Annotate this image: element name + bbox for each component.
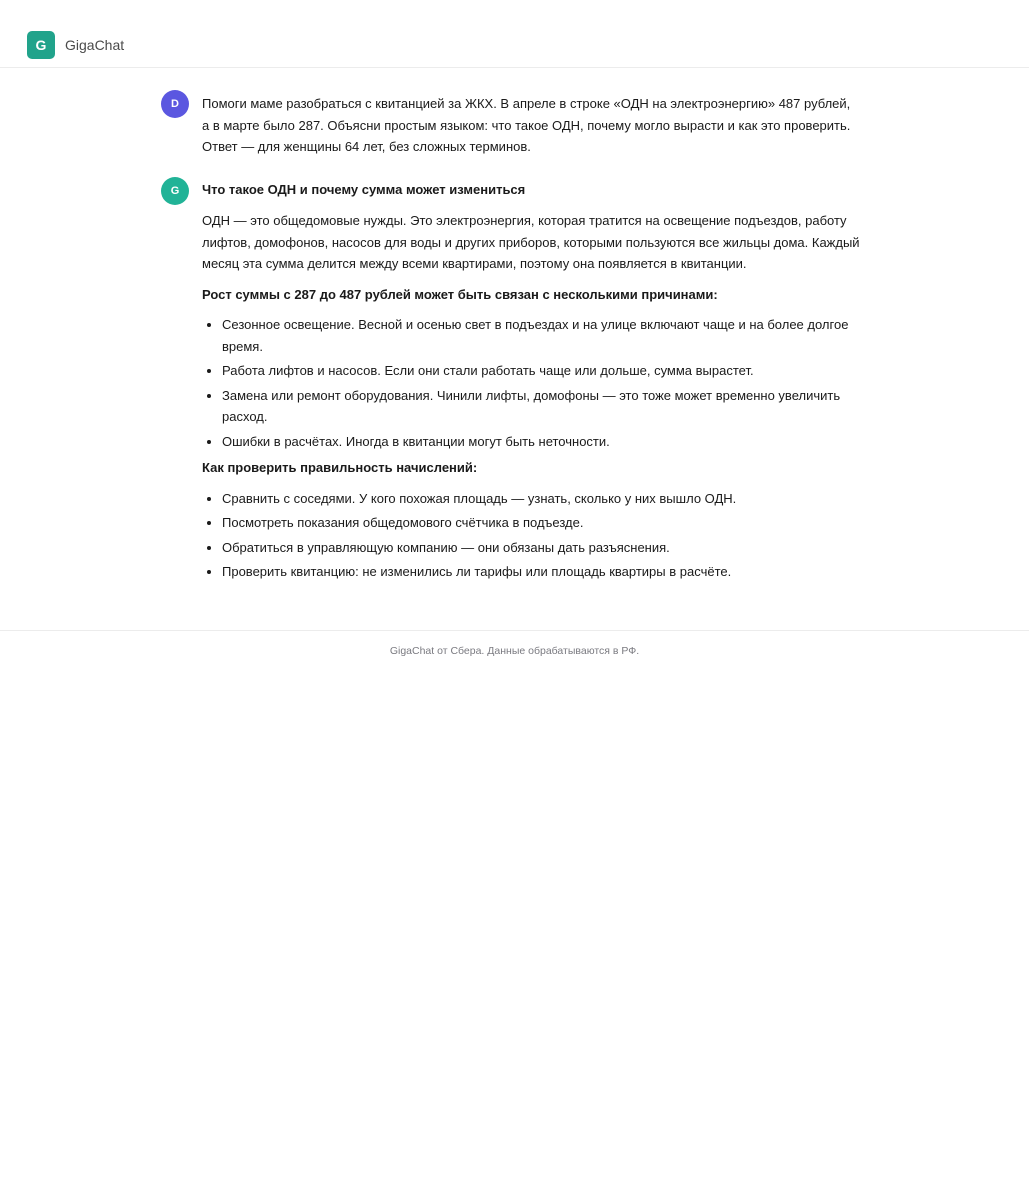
brand-logo[interactable]: G bbox=[27, 31, 55, 59]
check-title: Как проверить правильность начислений: bbox=[202, 460, 478, 475]
page-footer bbox=[0, 630, 1029, 672]
list-item: • Посмотреть показания общедомового счётчика в подъезде. bbox=[222, 512, 861, 534]
chat-thread bbox=[0, 68, 1029, 588]
app-header bbox=[0, 0, 1029, 68]
reasons-list bbox=[202, 314, 861, 452]
list-item: • Сезонное освещение. Весной и осенью свет в подъездах и на улице включают чаще и на более долгое время. bbox=[222, 314, 861, 357]
checks-list bbox=[202, 488, 861, 583]
brand-name[interactable]: GigaChat bbox=[65, 37, 125, 53]
list-item: • Ошибки в расчётах. Иногда в квитанции могут быть неточности. bbox=[222, 431, 861, 453]
list-item: • Сравнить с соседями. У кого похожая площадь — узнать, сколько у них вышло ОДН. bbox=[222, 488, 861, 510]
user-message-body bbox=[202, 90, 861, 158]
reasons-title: Рост суммы с 287 до 487 рублей может быть связан с несколькими причинами: bbox=[202, 286, 718, 302]
user-avatar: D bbox=[161, 90, 189, 118]
user-message-text: Помоги маме разобраться с квитанцией за ЖКХ. В апреле в строке «ОДН на электроэнергию» 487 рублей, а в марте было 287. Объясни простым языком: что такое ОДН, почему могло вырасти и как это проверить. Ответ — для женщины 64 лет, без сложных терминов. bbox=[202, 96, 851, 154]
footer-text: GigaChat от Сбера. Данные обрабатываются в РФ. bbox=[389, 645, 640, 657]
assistant-avatar: G bbox=[161, 177, 189, 205]
list-item: • Замена или ремонт оборудования. Чинили лифты, домофоны — это тоже может временно увеличить расход. bbox=[222, 385, 861, 428]
answer-heading: Что такое ОДН и почему сумма может измениться bbox=[202, 181, 526, 197]
assistant-message-body bbox=[202, 177, 861, 583]
user-message bbox=[161, 90, 861, 158]
answer-intro: ОДН — это общедомовые нужды. Это электроэнергия, которая тратится на освещение подъездов, работу лифтов, домофонов, насосов для воды и других приборов, которыми пользуются все жильцы дома. Каждый месяц эта сумма делится между всеми квартирами, поэтому она появляется в квитанции. bbox=[202, 213, 860, 271]
assistant-message bbox=[161, 177, 861, 583]
list-item: • Проверить квитанцию: не изменились ли тарифы или площадь квартиры в расчёте. bbox=[222, 561, 861, 583]
list-item: • Обратиться в управляющую компанию — они обязаны дать разъяснения. bbox=[222, 537, 861, 559]
list-item: • Работа лифтов и насосов. Если они стали работать чаще или дольше, сумма вырастет. bbox=[222, 360, 861, 382]
